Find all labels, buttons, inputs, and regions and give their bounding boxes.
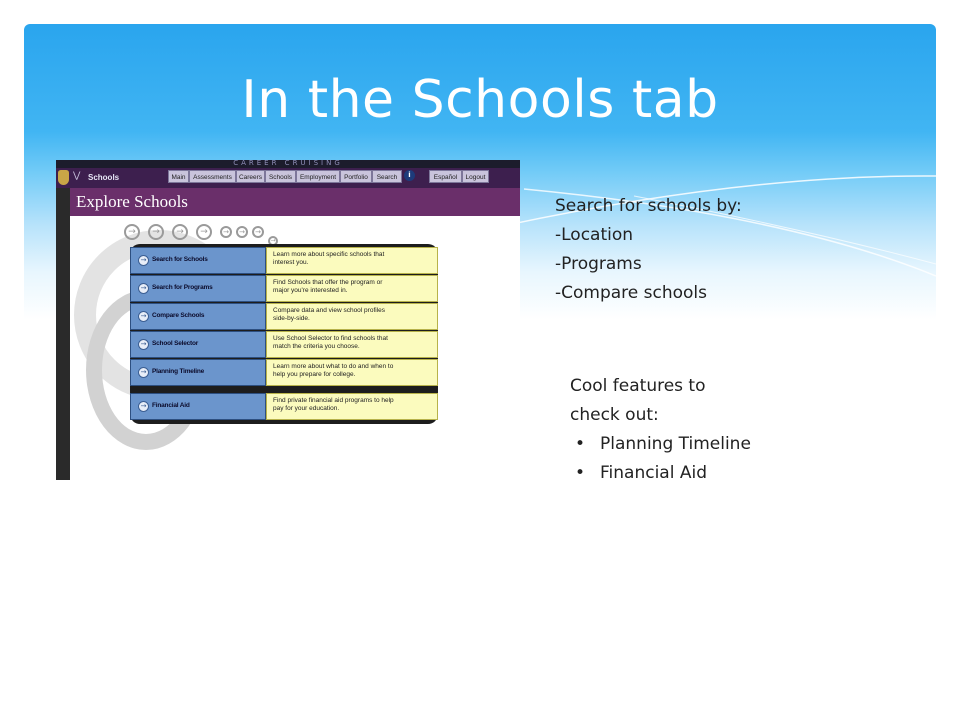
feature-item: • Planning Timeline: [570, 430, 751, 459]
arrow-circle-icon: →: [124, 224, 140, 240]
tab-portfolio[interactable]: Portfolio: [340, 170, 372, 183]
menu-button[interactable]: [130, 359, 266, 386]
menu-label: School Selector: [152, 340, 199, 347]
arrow-circle-icon: →: [236, 226, 248, 238]
search-item: -Location: [555, 225, 634, 245]
slide-title: In the Schools tab: [241, 70, 719, 130]
menu-button[interactable]: [130, 275, 266, 302]
menu-label: Search for Schools: [152, 256, 208, 263]
arrow-right-icon: →: [138, 339, 149, 350]
arrow-circle-icon: →: [172, 224, 188, 240]
menu-description: Find private financial aid programs to help pay for your education.: [266, 393, 438, 420]
search-item: -Compare schools: [555, 283, 708, 303]
features-heading-line1: Cool features to: [570, 376, 706, 396]
search-heading: Search for schools by:: [555, 196, 742, 216]
tab-espanol[interactable]: Español: [429, 170, 462, 183]
tab-schools[interactable]: Schools: [265, 170, 296, 183]
menu-description: Use School Selector to find schools that match the criteria you choose.: [266, 331, 438, 358]
menu-button[interactable]: [130, 331, 266, 358]
section-label: Schools: [88, 173, 120, 182]
app-screenshot: [56, 160, 520, 480]
menu-label: Compare Schools: [152, 312, 205, 319]
arrow-circle-icon: →: [252, 226, 264, 238]
menu-description: Compare data and view school profiles side-by-side.: [266, 303, 438, 330]
tab-main[interactable]: Main: [168, 170, 189, 183]
menu-label: Planning Timeline: [152, 368, 205, 375]
arrow-right-icon: →: [138, 367, 149, 378]
menu-label: Financial Aid: [152, 402, 190, 409]
arrow-circle-icon: →: [148, 224, 164, 240]
features-notes: [570, 372, 751, 488]
feature-item: • Financial Aid: [570, 459, 751, 488]
arrow-right-icon: →: [138, 311, 149, 322]
left-bar: [56, 188, 70, 480]
search-item: -Programs: [555, 254, 642, 274]
chevron-down-icon[interactable]: ⋁: [73, 171, 81, 181]
tab-careers[interactable]: Careers: [236, 170, 265, 183]
arrow-circle-icon: →: [220, 226, 232, 238]
tab-assessments[interactable]: Assessments: [189, 170, 236, 183]
logo-icon: [58, 170, 69, 185]
arrow-circle-icon: →: [196, 224, 212, 240]
menu-button[interactable]: [130, 303, 266, 330]
search-notes: [555, 192, 742, 308]
arrow-right-icon: →: [138, 401, 149, 412]
menu-button[interactable]: [130, 247, 266, 274]
menu-description: Learn more about what to do and when to help you prepare for college.: [266, 359, 438, 386]
menu-label: Search for Programs: [152, 284, 213, 291]
menu-description: Learn more about specific schools that interest you.: [266, 247, 438, 274]
arrow-circle-icon: →: [268, 236, 278, 246]
menu-button[interactable]: [130, 393, 266, 420]
info-icon[interactable]: i: [404, 170, 415, 181]
tab-search[interactable]: Search: [372, 170, 402, 183]
tab-logout[interactable]: Logout: [462, 170, 489, 183]
brand-name: CAREER CRUISING: [233, 160, 343, 167]
menu-description: Find Schools that offer the program or major you're interested in.: [266, 275, 438, 302]
arrow-right-icon: →: [138, 283, 149, 294]
features-heading-line2: check out:: [570, 405, 659, 425]
arrow-right-icon: →: [138, 255, 149, 266]
page-title: Explore Schools: [76, 192, 188, 211]
tab-employment[interactable]: Employment: [296, 170, 340, 183]
